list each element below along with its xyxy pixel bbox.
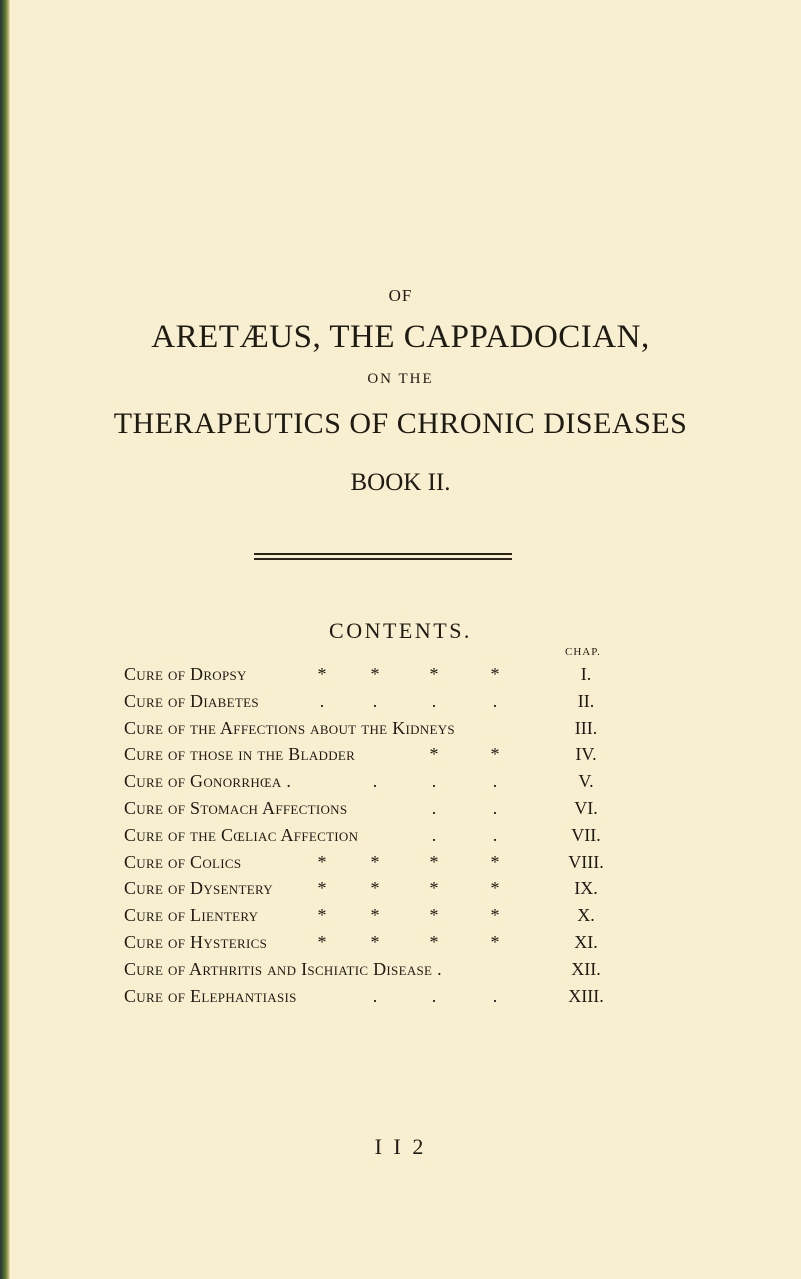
leader-mark: *	[429, 905, 439, 926]
chapter-number: XI.	[574, 931, 598, 952]
entry-title: Cure of Lientery	[124, 905, 259, 926]
leader-mark: *	[429, 931, 439, 952]
leader-mark: *	[317, 931, 327, 952]
leader-mark: *	[429, 744, 439, 765]
contents-entry	[0, 986, 801, 1013]
contents-entry	[0, 798, 801, 825]
leader-mark: *	[429, 664, 439, 684]
leader-mark: *	[317, 851, 327, 872]
leader-mark: *	[370, 931, 380, 952]
leader-mark: .	[431, 771, 437, 792]
entry-title: Cure of Arthritis and Ischiatic Disease .	[124, 958, 442, 979]
chapter-number: VI.	[574, 797, 598, 818]
entry-title: Cure of Gonorrhœa .	[124, 771, 292, 792]
contents-entry	[0, 932, 801, 959]
leader-mark: .	[492, 771, 498, 792]
leader-mark: .	[319, 690, 325, 711]
leader-mark: .	[372, 771, 378, 792]
entry-title: Cure of those in the Bladder	[124, 744, 356, 765]
contents-list	[0, 664, 801, 1012]
double-rule-top	[254, 553, 512, 555]
entry-title: Cure of Colics	[124, 851, 242, 872]
leader-mark: *	[490, 905, 500, 926]
double-rule-bottom	[254, 558, 512, 560]
leader-mark: *	[429, 878, 439, 899]
chapter-number: II.	[577, 690, 595, 711]
author-heading: ARETÆUS, THE CAPPADOCIAN,	[151, 319, 650, 355]
leader-mark: *	[490, 931, 500, 952]
contents-entry	[0, 664, 801, 691]
contents-entry	[0, 771, 801, 798]
entry-title: Cure of the Affections about the Kidneys	[124, 717, 455, 738]
entry-title: Cure of Elephantiasis	[124, 985, 297, 1006]
contents-heading: CONTENTS.	[329, 618, 472, 643]
leader-mark: *	[490, 744, 500, 765]
leader-mark: *	[370, 878, 380, 899]
leader-mark: .	[431, 824, 437, 845]
chapter-number: X.	[577, 905, 595, 926]
contents-entry	[0, 744, 801, 771]
contents-entry	[0, 825, 801, 852]
header-on-the: ON THE	[367, 371, 434, 387]
leader-mark: *	[370, 905, 380, 926]
leader-mark: .	[431, 985, 437, 1006]
contents-entry	[0, 718, 801, 745]
chapter-number: III.	[574, 717, 598, 738]
entry-title: Cure of Dropsy	[124, 664, 247, 684]
leader-mark: .	[492, 824, 498, 845]
leader-mark: *	[490, 878, 500, 899]
leader-mark: .	[431, 797, 437, 818]
chap-column-label: CHAP.	[565, 646, 601, 658]
leader-mark: .	[372, 690, 378, 711]
leader-mark: *	[490, 664, 500, 684]
chapter-number: IV.	[575, 744, 597, 765]
leader-mark: .	[372, 985, 378, 1006]
contents-entry	[0, 959, 801, 986]
signature-mark: I I 2	[374, 1134, 427, 1159]
chapter-number: V.	[578, 771, 594, 792]
leader-mark: *	[490, 851, 500, 872]
chapter-number: VIII.	[568, 851, 604, 872]
contents-entry	[0, 852, 801, 879]
leader-mark: .	[492, 797, 498, 818]
chapter-number: I.	[580, 664, 592, 684]
leader-mark: .	[431, 690, 437, 711]
entry-title: Cure of the Cœliac Affection	[124, 824, 359, 845]
contents-entry	[0, 878, 801, 905]
leader-mark: .	[492, 690, 498, 711]
chapter-number: XII.	[571, 958, 601, 979]
leader-mark: *	[370, 664, 380, 684]
entry-title: Cure of Dysentery	[124, 878, 273, 899]
subject-heading: THERAPEUTICS OF CHRONIC DISEASES	[113, 407, 688, 440]
header-of: OF	[388, 286, 413, 305]
chapter-number: VII.	[571, 824, 601, 845]
leader-mark: *	[370, 851, 380, 872]
contents-entry	[0, 905, 801, 932]
contents-entry	[0, 691, 801, 718]
book-heading: BOOK II.	[350, 469, 451, 496]
chapter-number: IX.	[574, 878, 598, 899]
leader-mark: .	[492, 985, 498, 1006]
entry-title: Cure of Stomach Affections	[124, 797, 348, 818]
leader-mark: *	[317, 664, 327, 684]
chapter-number: XIII.	[568, 985, 604, 1006]
entry-title: Cure of Diabetes	[124, 690, 259, 711]
leader-mark: *	[429, 851, 439, 872]
leader-mark: *	[317, 905, 327, 926]
entry-title: Cure of Hysterics	[124, 931, 268, 952]
leader-mark: *	[317, 878, 327, 899]
